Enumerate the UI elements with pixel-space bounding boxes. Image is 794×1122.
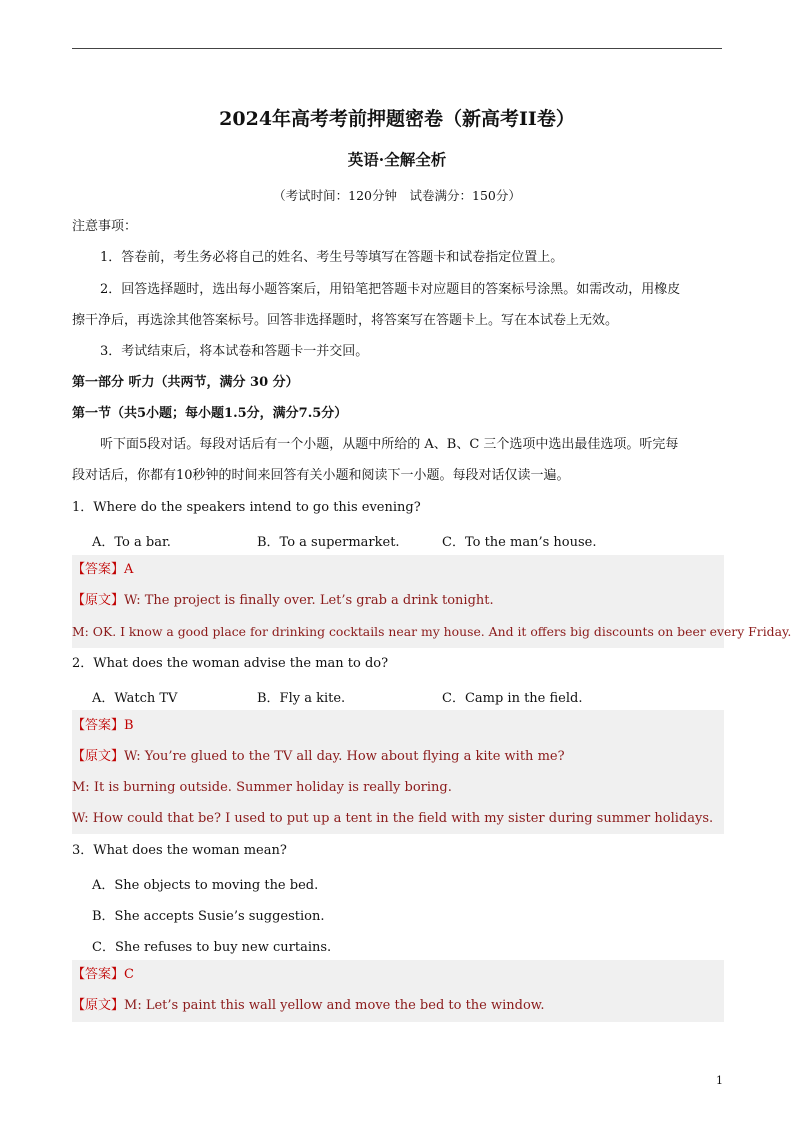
transcript-label: 【原文】 [72,998,125,1013]
instructions-line-2: 段对话后，你都有10秒钟的时间来回答有关小题和阅读下一小题。每段对话仅读一遍。 [72,468,570,483]
q1-transcript-2: M: OK. I know a good place for drinking cocktails near my house. And it offers big discounts on beer every Friday. [72,624,792,639]
part-heading: 第一部分 听力（共两节，满分 30 分） [72,375,299,390]
q2-option-a: A．Watch TV [92,691,178,706]
q2-transcript-2: M: It is burning outside. Summer holiday is really boring. [72,780,452,795]
note-2-line-1: 2．回答选择题时，选出每小题答案后，用铅笔把答题卡对应题目的答案标号涂黑。如需改动，用橡皮 [100,282,681,297]
q3-transcript-1 [72,998,724,1014]
page-subtitle: 英语·全解全析 [347,150,447,169]
q2-option-b: B．Fly a kite. [257,691,346,706]
q1-option-a: A．To a bar. [92,535,171,550]
notes-heading: 注意事项： [72,219,138,234]
q1-transcript-1 [72,593,724,609]
answer-value: A [124,562,134,577]
exam-meta: （考试时间：120分钟 试卷满分：150分） [273,188,521,203]
transcript-label: 【原文】 [72,749,125,764]
question-2: 2．What does the woman advise the man to do? [72,656,389,671]
q3-option-c: C．She refuses to buy new curtains. [92,940,332,955]
q1-option-b: B．To a supermarket. [257,535,400,550]
q3-option-a: A．She objects to moving the bed. [92,878,319,893]
answer-label: 【答案】 [72,718,125,733]
q2-transcript-1 [72,749,724,765]
q2-option-c: C．Camp in the field. [442,691,583,706]
q3-answer [72,967,724,983]
page-number: 1 [716,1074,723,1087]
instructions-line-1: 听下面5段对话。每段对话后有一个小题，从题中所给的 A、B、C 三个选项中选出最佳选项。听完每 [100,437,679,452]
q1-answer [72,562,724,578]
transcript-text: W: You’re glued to the TV all day. How about flying a kite with me? [124,749,565,764]
q1-option-c: C．To the man’s house. [442,535,597,550]
transcript-text: M: Let’s paint this wall yellow and move the bed to the window. [124,998,545,1013]
question-3: 3．What does the woman mean? [72,843,287,858]
question-1: 1．Where do the speakers intend to go this evening? [72,500,421,515]
page-title: 2024年高考考前押题密卷（新高考II卷） [219,108,575,130]
answer-value: B [124,718,134,733]
q2-answer [72,718,724,734]
q2-transcript-3: W: How could that be? I used to put up a tent in the field with my sister during summer holidays. [72,811,714,826]
answer-value: C [124,967,134,982]
transcript-label: 【原文】 [72,593,125,608]
answer-label: 【答案】 [72,967,125,982]
note-3: 3．考试结束后，将本试卷和答题卡一并交回。 [100,344,369,359]
section-heading: 第一节（共5小题；每小题1.5分，满分7.5分） [72,406,348,421]
note-1: 1．答卷前，考生务必将自己的姓名、考生号等填写在答题卡和试卷指定位置上。 [100,250,564,265]
header-rule [72,48,722,49]
transcript-text: W: The project is finally over. Let’s grab a drink tonight. [124,593,494,608]
q3-option-b: B．She accepts Susie’s suggestion. [92,909,325,924]
answer-label: 【答案】 [72,562,125,577]
note-2-line-2: 擦干净后，再选涂其他答案标号。回答非选择题时，将答案写在答题卡上。写在本试卷上无效。 [72,313,619,328]
